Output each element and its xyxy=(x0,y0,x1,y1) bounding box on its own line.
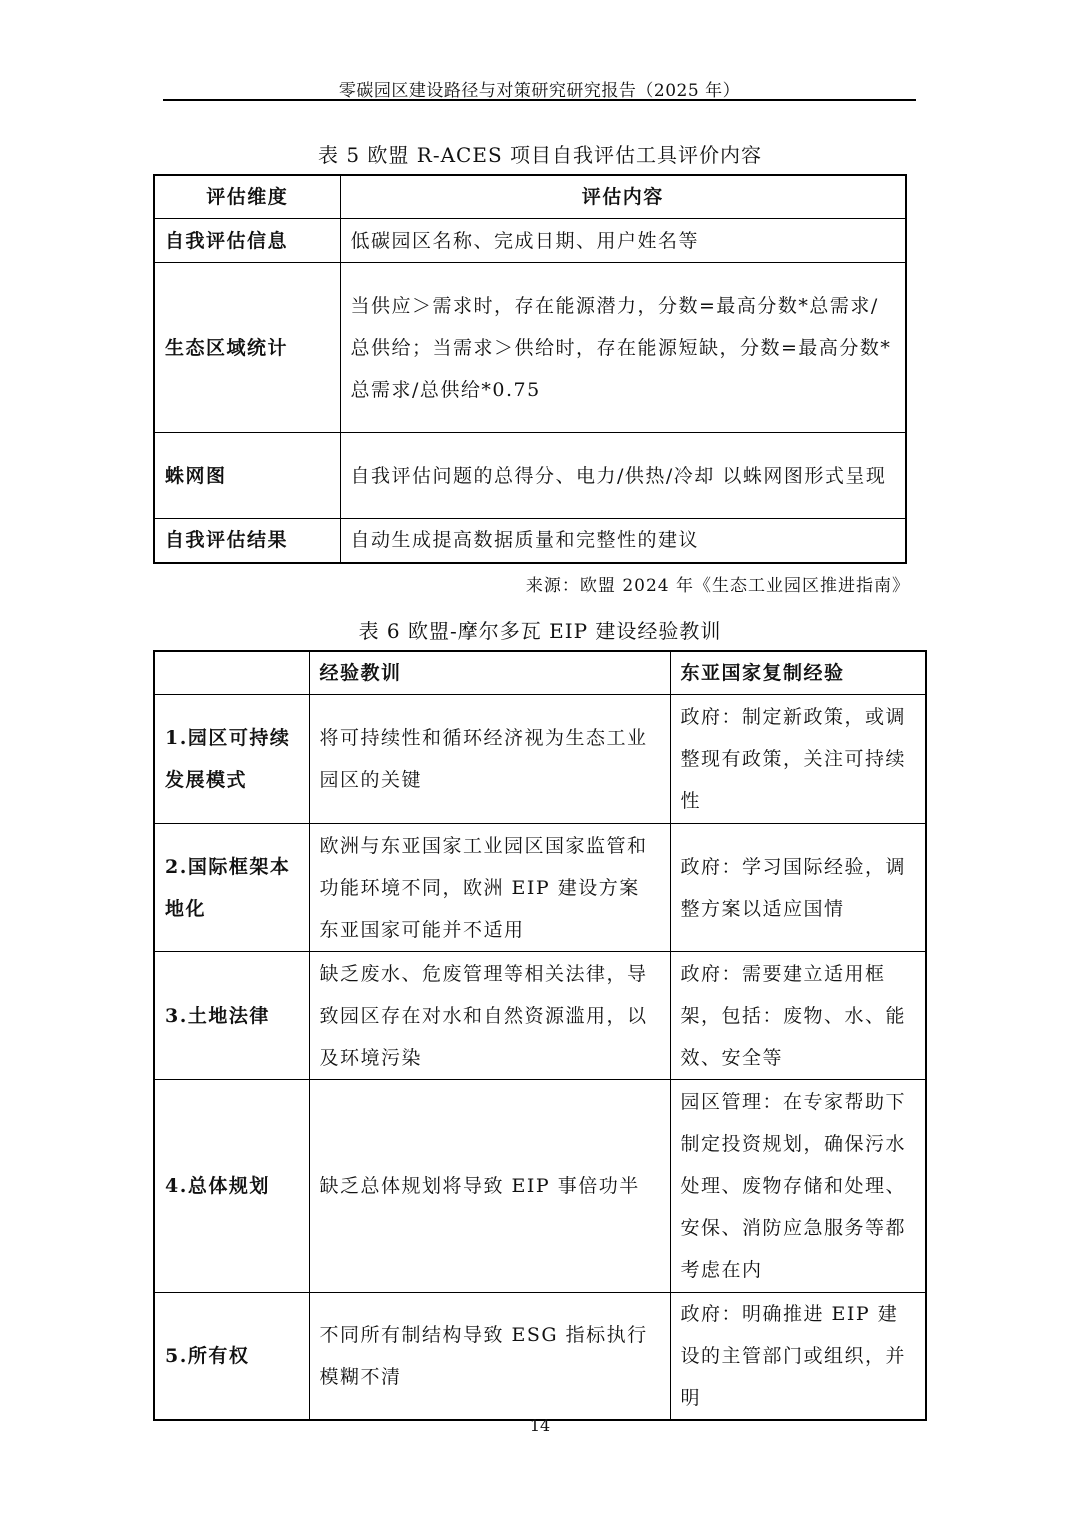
table5-source: 来源：欧盟 2024 年《生态工业园区推进指南》 xyxy=(525,576,910,596)
header-cell: 东亚国家复制经验 xyxy=(670,651,926,695)
header-cell: 评估维度 xyxy=(154,175,340,219)
header-cell: 经验教训 xyxy=(309,651,670,695)
header-cell xyxy=(154,651,309,695)
table-row xyxy=(154,433,906,519)
table-row xyxy=(154,824,926,952)
table-row xyxy=(154,219,906,263)
replication-cell: 政府：制定新政策，或调整现有政策，关注可持续性 xyxy=(670,695,926,824)
dimension-cell: 自我评估信息 xyxy=(154,219,340,263)
table-row xyxy=(154,1293,926,1421)
table6-caption: 表 6 欧盟-摩尔多瓦 EIP 建设经验教训 xyxy=(358,619,722,643)
lesson-cell: 欧洲与东亚国家工业园区国家监管和功能环境不同，欧洲 EIP 建设方案东亚国家可能并不适用 xyxy=(309,824,670,952)
table-row xyxy=(154,519,906,563)
table-row xyxy=(154,952,926,1080)
table6 xyxy=(153,650,927,1421)
table5-caption: 表 5 欧盟 R-ACES 项目自我评估工具评价内容 xyxy=(317,143,763,167)
lesson-cell: 缺乏总体规划将导致 EIP 事倍功半 xyxy=(309,1080,670,1293)
header-cell: 评估内容 xyxy=(340,175,906,219)
table-row xyxy=(154,1080,926,1293)
content-cell: 自我评估问题的总得分、电力/供热/冷却 以蛛网图形式呈现 xyxy=(340,433,906,519)
content-cell: 当供应＞需求时，存在能源潜力，分数=最高分数*总需求/总供给；当需求＞供给时，存在能源短缺，分数=最高分数*总需求/总供给*0.75 xyxy=(340,263,906,433)
item-cell: 4.总体规划 xyxy=(154,1080,309,1293)
item-cell: 1.园区可持续发展模式 xyxy=(154,695,309,824)
item-cell: 2.国际框架本地化 xyxy=(154,824,309,952)
page-header: 零碳园区建设路径与对策研究研究报告（2025 年） xyxy=(338,81,741,101)
dimension-cell: 蛛网图 xyxy=(154,433,340,519)
lesson-cell: 将可持续性和循环经济视为生态工业园区的关键 xyxy=(309,695,670,824)
lesson-cell: 缺乏废水、危废管理等相关法律，导致园区存在对水和自然资源滥用，以及环境污染 xyxy=(309,952,670,1080)
table5 xyxy=(153,174,907,564)
dimension-cell: 生态区域统计 xyxy=(154,263,340,433)
table-header-row xyxy=(154,651,926,695)
table-header-row xyxy=(154,175,906,219)
replication-cell: 政府：学习国际经验，调整方案以适应国情 xyxy=(670,824,926,952)
table-row xyxy=(154,263,906,433)
item-cell: 5.所有权 xyxy=(154,1293,309,1421)
content-cell: 低碳园区名称、完成日期、用户姓名等 xyxy=(340,219,906,263)
lesson-cell: 不同所有制结构导致 ESG 指标执行模糊不清 xyxy=(309,1293,670,1421)
replication-cell: 政府：明确推进 EIP 建设的主管部门或组织，并明 xyxy=(670,1293,926,1421)
replication-cell: 园区管理：在专家帮助下制定投资规划，确保污水处理、废物存储和处理、安保、消防应急服务等都考虑在内 xyxy=(670,1080,926,1293)
dimension-cell: 自我评估结果 xyxy=(154,519,340,563)
content-cell: 自动生成提高数据质量和完整性的建议 xyxy=(340,519,906,563)
replication-cell: 政府：需要建立适用框架，包括：废物、水、能效、安全等 xyxy=(670,952,926,1080)
page-number: 14 xyxy=(529,1416,551,1435)
header-rule xyxy=(163,99,916,101)
item-cell: 3.土地法律 xyxy=(154,952,309,1080)
table-row xyxy=(154,695,926,824)
